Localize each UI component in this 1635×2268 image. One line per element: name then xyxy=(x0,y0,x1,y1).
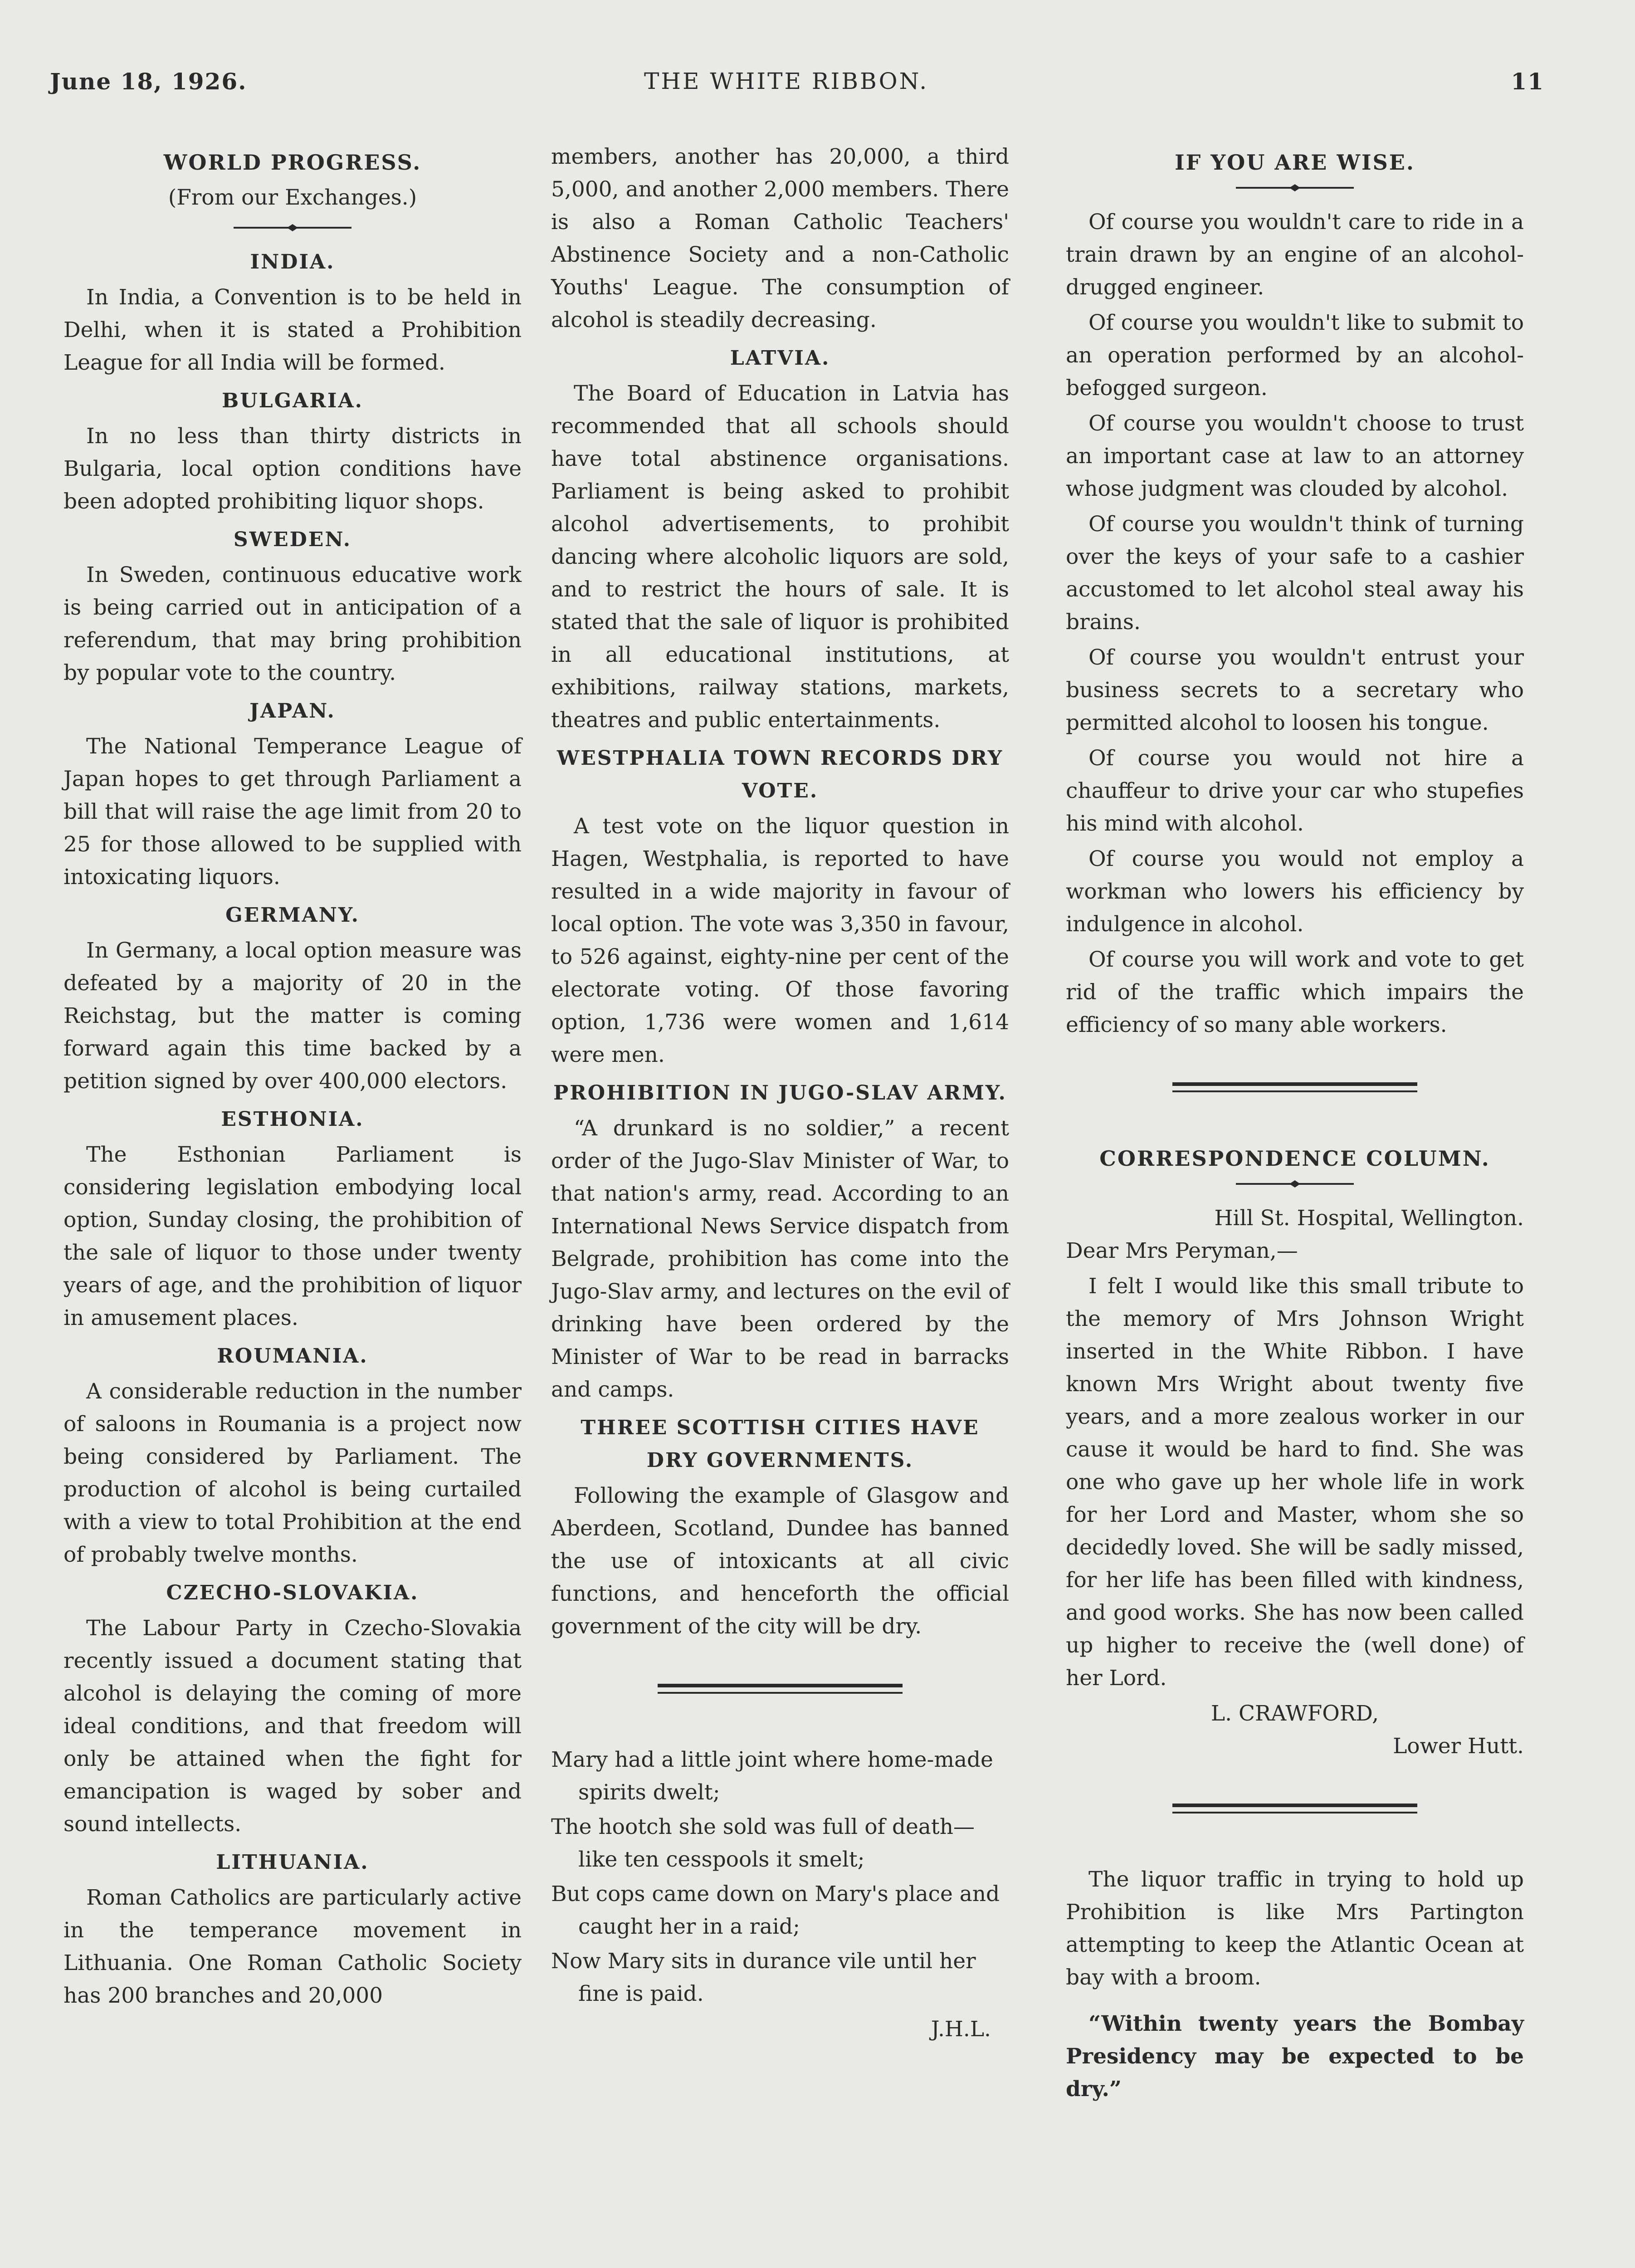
section-japan xyxy=(63,695,522,894)
wise-paragraph: Of course you will work and vote to get rid of the traffic which impairs the efficiency of so many able workers. xyxy=(1066,947,1524,1037)
section-title: LATVIA. xyxy=(730,347,830,370)
double-rule-divider xyxy=(1172,1804,1417,1813)
section-roumania xyxy=(63,1340,522,1571)
poem-signature: J.H.L. xyxy=(931,2017,991,2042)
section-title: CZECHO-SLOVAKIA. xyxy=(166,1581,419,1604)
filler-quote: “Within twenty years the Bombay Presidency may be expected to be dry.” xyxy=(1066,2011,1524,2102)
section-text: In Sweden, continuous educative work is being carried out in anticipation of a referendum, that may bring prohibition by popular vote to the country. xyxy=(63,562,522,685)
section-title: PROHIBITION IN JUGO-SLAV ARMY. xyxy=(553,1081,1007,1105)
column-3 xyxy=(1066,141,1524,2108)
section-text: The National Temperance League of Japan hopes to get through Parliament a bill that will raise the age limit from 20 to 25 for those allowed to be supplied with intoxicating liquors. xyxy=(63,734,522,890)
section-text: In no less than thirty districts in Bulgaria, local option conditions have been adopted prohibiting liquor shops. xyxy=(63,424,522,514)
section-title: LITHUANIA. xyxy=(216,1851,369,1874)
letter-signature: L. CRAWFORD, xyxy=(1210,1701,1379,1726)
wise-paragraph: Of course you wouldn't like to submit to an operation performed by an alcohol-befogged surgeon. xyxy=(1066,310,1524,401)
wise-paragraph: Of course you wouldn't think of turning over the keys of your safe to a cashier accustomed to let alcohol steal away his brains. xyxy=(1066,512,1524,635)
section-westphalia xyxy=(551,742,1009,1071)
section-latvia xyxy=(551,342,1009,737)
publication-title: THE WHITE RIBBON. xyxy=(644,68,929,94)
section-germany xyxy=(63,899,522,1098)
poem-line: The hootch she sold was full of death—like ten cesspools it smelt; xyxy=(551,1814,975,1872)
wise-paragraph: Of course you wouldn't care to ride in a train drawn by an engine of an alcohol-drugged engineer. xyxy=(1066,210,1524,300)
letter-address: Hill St. Hospital, Wellington. xyxy=(1214,1206,1524,1231)
column-1 xyxy=(63,141,522,2015)
section-title: ESTHONIA. xyxy=(221,1108,364,1131)
section-text: “A drunkard is no soldier,” a recent order of the Jugo-Slav Minister of War, to that nation's army, read. According to an International News Service dispatch from Belgrade, prohibition has come into the Jugo-Slav army, and lectures on the evil of drinking have been ordered by the Minister of War to be read in barracks and camps. xyxy=(551,1116,1009,1402)
section-text: Roman Catholics are particularly active in the temperance movement in Lithuania. One Roman Catholic Society has 200 branches and 20,000 xyxy=(63,1885,522,2008)
article-title-correspondence: CORRESPONDENCE COLUMN. xyxy=(1099,1146,1490,1171)
ornament-divider xyxy=(63,223,522,232)
section-title: THREE SCOTTISH CITIES HAVE DRY GOVERNMENTS. xyxy=(581,1416,980,1472)
section-text: Following the example of Glasgow and Aberdeen, Scotland, Dundee has banned the use of intoxicants at all civic functions, and henceforth the official government of the city will be dry. xyxy=(551,1483,1009,1639)
poem-line: But cops came down on Mary's place and caught her in a raid; xyxy=(551,1882,1000,1939)
section-scottish-cities xyxy=(551,1412,1009,1643)
issue-date: June 18, 1926. xyxy=(50,68,247,95)
section-title: INDIA. xyxy=(250,250,335,274)
section-text: A considerable reduction in the number of saloons in Roumania is a project now being considered by Parliament. The production of alcohol is being curtailed with a view to total Prohibition at the end of probably twelve months. xyxy=(63,1379,522,1567)
letter-place: Lower Hutt. xyxy=(1393,1734,1524,1759)
wise-paragraph: Of course you wouldn't choose to trust an important case at law to an attorney whose judgment was clouded by alcohol. xyxy=(1066,411,1524,501)
poem-line: Mary had a little joint where home-made spirits dwelt; xyxy=(551,1747,993,1805)
section-text: The Esthonian Parliament is considering legislation embodying local option, Sunday closing, the prohibition of the sale of liquor to those under twenty years of age, and the prohibition of liquor in amusement places. xyxy=(63,1142,522,1330)
page-number: 11 xyxy=(1511,68,1544,95)
letter-salutation: Dear Mrs Peryman,— xyxy=(1066,1238,1298,1263)
section-title: SWEDEN. xyxy=(233,528,352,551)
section-title: ROUMANIA. xyxy=(217,1344,368,1368)
wise-paragraph: Of course you would not hire a chauffeur to drive your car who stupefies his mind with alcohol. xyxy=(1066,746,1524,836)
continued-text: members, another has 20,000, a third 5,000, and another 2,000 members. There is also a Roman Catholic Teachers' Abstinence Society and a non-Catholic Youths' League. The consumption of alcohol is steadily decreasing. xyxy=(551,144,1009,332)
section-india xyxy=(63,246,522,379)
double-rule-divider xyxy=(1172,1082,1417,1092)
section-text: The Board of Education in Latvia has recommended that all schools should have total abstinence organisations. Parliament is being asked to prohibit alcohol advertisements, to prohibit dancing where alcoholic liquors are sold, and to restrict the hours of sale. It is stated that the sale of liquor is prohibited in all educational institutions, at exhibitions, railway stations, markets, theatres and public entertainments. xyxy=(551,381,1009,733)
section-title: JAPAN. xyxy=(249,699,336,723)
double-rule-divider xyxy=(658,1684,903,1694)
poem xyxy=(551,1744,1009,2046)
ornament-divider xyxy=(1066,183,1524,192)
section-jugo-slav xyxy=(551,1077,1009,1406)
ornament-divider xyxy=(1066,1179,1524,1188)
article-title-world-progress: WORLD PROGRESS. xyxy=(163,150,422,175)
filler-paragraph: The liquor traffic in trying to hold up Prohibition is like Mrs Partington attempting to keep the Atlantic Ocean at bay with a broom. xyxy=(1066,1867,1524,1990)
section-esthonia xyxy=(63,1103,522,1334)
section-bulgaria xyxy=(63,385,522,518)
section-text: In Germany, a local option measure was defeated by a majority of 20 in the Reichstag, but the matter is coming forward again this time backed by a petition signed by over 400,000 electors. xyxy=(63,938,522,1094)
section-text: The Labour Party in Czecho-Slovakia recently issued a document stating that alcohol is delaying the coming of more ideal conditions, and that freedom will only be attained when the fight for emancipation is waged by sober and sound intellects. xyxy=(63,1616,522,1837)
article-subtitle: (From our Exchanges.) xyxy=(168,185,417,210)
section-lithuania xyxy=(63,1846,522,2012)
section-title: WESTPHALIA TOWN RECORDS DRY VOTE. xyxy=(556,747,1004,802)
section-sweden xyxy=(63,523,522,689)
section-czecho-slovakia xyxy=(63,1577,522,1841)
section-text: In India, a Convention is to be held in Delhi, when it is stated a Prohibition League for all India will be formed. xyxy=(63,285,522,375)
column-2 xyxy=(551,141,1009,2046)
article-title-if-you-are-wise: IF YOU ARE WISE. xyxy=(1175,150,1415,175)
section-title: GERMANY. xyxy=(225,904,360,927)
wise-paragraph: Of course you wouldn't entrust your business secrets to a secretary who permitted alcohol to loosen his tongue. xyxy=(1066,645,1524,735)
letter-body: I felt I would like this small tribute to the memory of Mrs Johnson Wright inserted in the White Ribbon. I have known Mrs Wright about twenty five years, and a more zealous worker in our cause it would be hard to find. She was one who gave up her whole life in work for her Lord and Master, whom she so decidedly loved. She will be sadly missed, for her life has been filled with kindness, and good works. She has now been called up higher to receive the (well done) of her Lord. xyxy=(1066,1274,1524,1691)
section-text: A test vote on the liquor question in Hagen, Westphalia, is reported to have resulted in a wide majority in favour of local option. The vote was 3,350 in favour, to 526 against, eighty-nine per cent of the electorate voting. Of those favoring option, 1,736 were women and 1,614 were men. xyxy=(551,814,1009,1067)
poem-line: Now Mary sits in durance vile until her fine is paid. xyxy=(551,1949,976,2006)
wise-paragraph: Of course you would not employ a workman who lowers his efficiency by indulgence in alcohol. xyxy=(1066,846,1524,937)
section-title: BULGARIA. xyxy=(222,389,363,412)
